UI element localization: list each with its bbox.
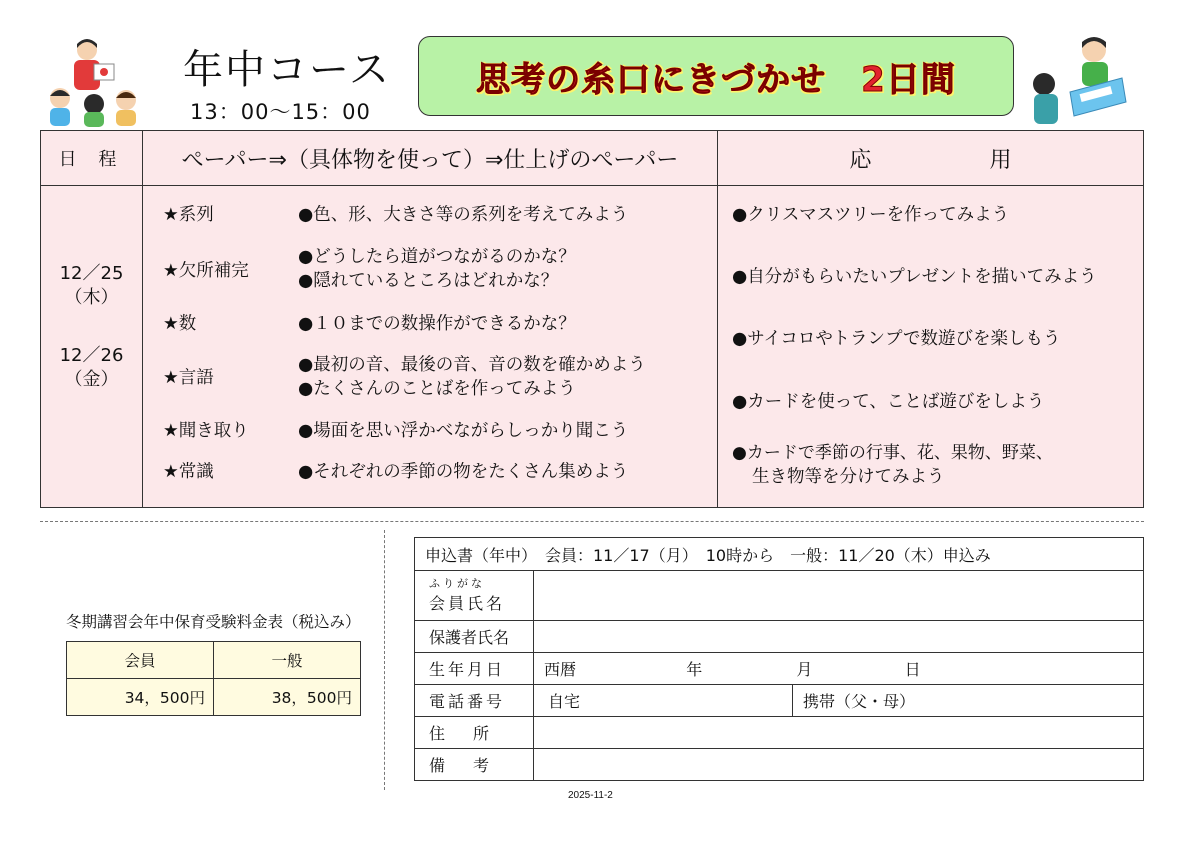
seireki-label: 西暦 (544, 660, 577, 679)
document-date: 2025-11-2 (568, 790, 613, 801)
birthdate-label: 生年月日 (415, 653, 534, 685)
activity-item: ●１０までの数操作ができるかな？ (298, 314, 576, 334)
guardian-name-label: 保護者氏名 (415, 621, 534, 653)
fee-member-label: 会員 (67, 642, 214, 679)
member-name-field[interactable] (534, 571, 1144, 621)
month-label: 月 (796, 660, 813, 679)
application-item-continued: 生き物等を分けてみよう (752, 467, 945, 487)
student-studying-illustration (1030, 32, 1130, 130)
furigana-label: ふりがな (429, 577, 485, 590)
col-header-paper: ぺーパー⇒（具体物を使って）⇒仕上げのぺーパー (143, 131, 718, 186)
year-label: 年 (686, 660, 703, 679)
member-name-label: ふりがな 会員氏名 (415, 571, 534, 621)
col-header-application: 応 用 (718, 131, 1144, 186)
activity-item: ●隠れているところはどれかな？ (298, 271, 559, 291)
form-title: 申込書（年中） 会員：11／17（月） 10時から 一般：11／20（木）申込み (415, 538, 1144, 571)
notes-field[interactable] (534, 749, 1144, 781)
activity-item: ●それぞれの季節の物をたくさん集めよう (298, 462, 629, 482)
date-2: 12／26 （金） (59, 345, 124, 390)
dates-cell (41, 186, 143, 508)
application-item: ●クリスマスツリーを作ってみよう (732, 205, 1010, 225)
category-number: ★数 (163, 314, 197, 334)
application-item: ●サイコロやトランプで数遊びを楽しもう (732, 329, 1061, 349)
fee-general-price: 38，500円 (214, 679, 361, 716)
activities-cell (143, 186, 718, 508)
birthdate-field[interactable] (534, 653, 1144, 685)
address-label: 住 所 (415, 717, 534, 749)
guardian-name-field[interactable] (534, 621, 1144, 653)
fee-table-title: 冬期講習会年中保育受験料金表（税込み） (66, 613, 361, 631)
banner-text: 思考の糸口にきづかせ 2日間 (476, 59, 956, 100)
theme-banner (418, 36, 1014, 116)
application-item: ●自分がもらいたいプレゼントを描いてみよう (732, 267, 1097, 287)
phone-label: 電話番号 (415, 685, 534, 717)
col-header-date: 日 程 (41, 131, 143, 186)
fee-general-label: 一般 (214, 642, 361, 679)
category-listening: ★聞き取り (163, 421, 249, 441)
fee-table (66, 641, 361, 716)
day-label: 日 (904, 660, 921, 679)
category-missing-part: ★欠所補完 (163, 261, 249, 281)
cut-line-horizontal (40, 521, 1144, 522)
category-language: ★言語 (163, 368, 214, 388)
activity-item: ●色、形、大きさ等の系列を考えてみよう (298, 205, 629, 225)
activity-item: ●たくさんのことばを作ってみよう (298, 379, 576, 399)
category-sequence: ★系列 (163, 205, 214, 225)
applications-cell (718, 186, 1144, 508)
application-form (414, 537, 1144, 781)
date-1: 12／25 （木） (59, 263, 124, 308)
activity-item: ●最初の音、最後の音、音の数を確かめよう (298, 355, 646, 375)
course-title: 年中コース (183, 47, 391, 93)
notes-label: 備 考 (415, 749, 534, 781)
address-field[interactable] (534, 717, 1144, 749)
schedule-table (40, 130, 1144, 508)
home-phone-field[interactable]: 自宅 (534, 685, 793, 717)
course-time: 13：00〜15：00 (190, 100, 371, 124)
activity-item: ●どうしたら道がつながるのかな？ (298, 247, 576, 267)
application-item: ●カードで季節の行事、花、果物、野菜、 (732, 443, 1053, 463)
cut-line-vertical (384, 530, 385, 790)
mobile-phone-field[interactable]: 携帯（父・母） (793, 685, 1144, 717)
fee-member-price: 34，500円 (67, 679, 214, 716)
category-common-sense: ★常識 (163, 462, 214, 482)
activity-item: ●場面を思い浮かべながらしっかり聞こう (298, 421, 629, 441)
application-item: ●カードを使って、ことば遊びをしよう (732, 392, 1045, 412)
teacher-children-illustration (44, 36, 144, 128)
